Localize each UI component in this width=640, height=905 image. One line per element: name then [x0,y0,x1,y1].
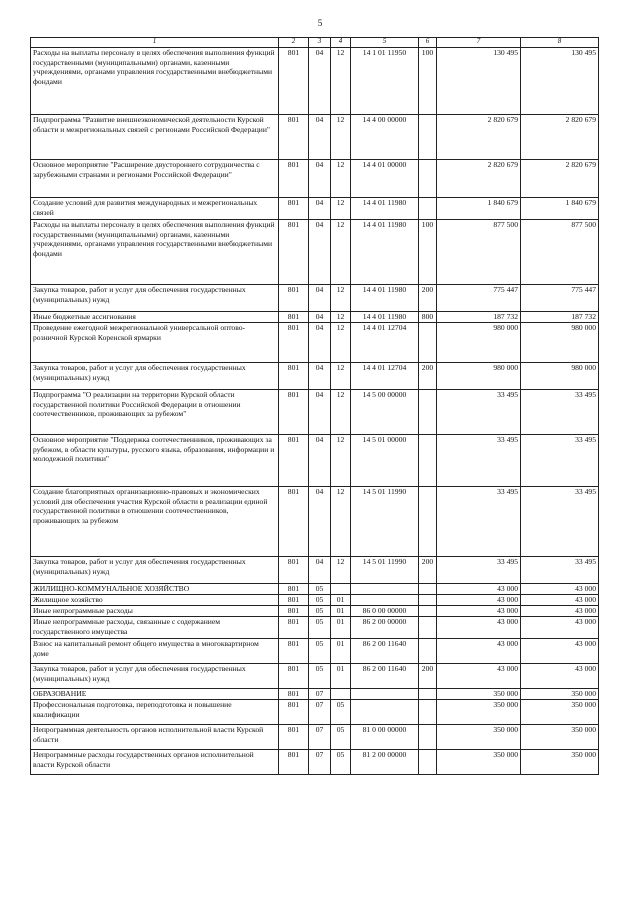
subsection-code-cell: 12 [331,312,351,323]
section-code-cell: 04 [309,390,331,435]
target-article-cell: 14 1 01 11950 [351,48,419,115]
grbs-code-cell: 801 [279,363,309,390]
target-article-cell: 86 2 00 11640 [351,664,419,689]
target-article-cell: 14 4 01 11980 [351,198,419,220]
amount-year1-cell: 1 840 679 [437,198,521,220]
amount-year2-cell: 350 000 [521,700,599,725]
subsection-code-cell: 12 [331,115,351,160]
page-number: 5 [317,18,323,28]
row-name-cell: Закупка товаров, работ и услуг для обеспечения государственных (муниципальных) нужд [31,363,279,390]
amount-year2-cell: 775 447 [521,285,599,312]
grbs-code-cell: 801 [279,595,309,606]
section-code-cell: 04 [309,363,331,390]
table-row [31,390,599,435]
column-header: 2 [279,38,309,48]
subsection-code-cell: 12 [331,557,351,584]
table-row [31,160,599,198]
section-code-cell: 04 [309,323,331,363]
target-article-cell: 14 4 01 11980 [351,312,419,323]
expense-type-cell: 800 [419,312,437,323]
subsection-code-cell [331,689,351,700]
table-row [31,220,599,285]
target-article-cell: 14 5 01 11990 [351,557,419,584]
grbs-code-cell: 801 [279,725,309,750]
amount-year1-cell: 33 495 [437,557,521,584]
subsection-code-cell: 05 [331,750,351,775]
grbs-code-cell: 801 [279,198,309,220]
section-code-cell: 04 [309,487,331,557]
amount-year1-cell: 43 000 [437,606,521,617]
amount-year1-cell: 43 000 [437,664,521,689]
expense-type-cell [419,725,437,750]
target-article-cell [351,700,419,725]
amount-year2-cell: 130 495 [521,48,599,115]
table-row [31,323,599,363]
target-article-cell: 14 5 01 00000 [351,435,419,487]
amount-year1-cell: 43 000 [437,617,521,639]
grbs-code-cell: 801 [279,48,309,115]
amount-year1-cell: 350 000 [437,750,521,775]
subsection-code-cell: 12 [331,198,351,220]
target-article-cell: 86 2 00 11640 [351,639,419,664]
section-code-cell: 07 [309,700,331,725]
table-row [31,435,599,487]
expense-type-cell [419,689,437,700]
expense-type-cell [419,160,437,198]
column-header: 5 [351,38,419,48]
expense-type-cell [419,390,437,435]
row-name-cell: Взнос на капитальный ремонт общего имущества в многоквартирном доме [31,639,279,664]
amount-year1-cell: 130 495 [437,48,521,115]
expense-type-cell [419,584,437,595]
row-name-cell: Профессиональная подготовка, переподготовка и повышение квалификации [31,700,279,725]
table-row [31,639,599,664]
expense-type-cell: 200 [419,557,437,584]
row-name-cell: Непрограммные расходы государственных органов исполнительной власти Курской области [31,750,279,775]
subsection-code-cell: 12 [331,363,351,390]
table-row [31,700,599,725]
target-article-cell: 14 4 01 00000 [351,160,419,198]
amount-year2-cell: 187 732 [521,312,599,323]
table-row [31,285,599,312]
expense-type-cell: 200 [419,664,437,689]
row-name-cell: Подпрограмма "Развитие внешнеэкономической деятельности Курской области и межрегиональных связей с регионами Российской Федерации" [31,115,279,160]
grbs-code-cell: 801 [279,700,309,725]
section-code-cell: 05 [309,639,331,664]
table-row [31,487,599,557]
grbs-code-cell: 801 [279,115,309,160]
grbs-code-cell: 801 [279,664,309,689]
grbs-code-cell: 801 [279,390,309,435]
amount-year2-cell: 43 000 [521,584,599,595]
column-header: 6 [419,38,437,48]
subsection-code-cell: 01 [331,617,351,639]
target-article-cell: 14 5 01 11990 [351,487,419,557]
expense-type-cell [419,198,437,220]
column-header: 1 [31,38,279,48]
row-name-cell: Создание условий для развития международных и межрегиональных связей [31,198,279,220]
subsection-code-cell [331,584,351,595]
table-row [31,617,599,639]
subsection-code-cell: 01 [331,664,351,689]
amount-year1-cell: 43 000 [437,595,521,606]
amount-year1-cell: 775 447 [437,285,521,312]
amount-year1-cell: 877 500 [437,220,521,285]
section-code-cell: 07 [309,689,331,700]
subsection-code-cell: 01 [331,595,351,606]
expense-type-cell: 200 [419,285,437,312]
amount-year2-cell: 43 000 [521,595,599,606]
amount-year2-cell: 2 820 679 [521,160,599,198]
amount-year2-cell: 43 000 [521,606,599,617]
row-name-cell: Жилищное хозяйство [31,595,279,606]
table-row [31,595,599,606]
grbs-code-cell: 801 [279,435,309,487]
amount-year1-cell: 980 000 [437,363,521,390]
expense-type-cell [419,487,437,557]
grbs-code-cell: 801 [279,220,309,285]
grbs-code-cell: 801 [279,323,309,363]
amount-year2-cell: 877 500 [521,220,599,285]
expense-type-cell [419,617,437,639]
amount-year2-cell: 2 820 679 [521,115,599,160]
amount-year2-cell: 43 000 [521,639,599,664]
grbs-code-cell: 801 [279,312,309,323]
row-name-cell: Иные непрограммные расходы, связанные с содержанием государственного имущества [31,617,279,639]
subsection-code-cell: 05 [331,700,351,725]
grbs-code-cell: 801 [279,639,309,664]
expense-type-cell: 100 [419,48,437,115]
subsection-code-cell: 05 [331,725,351,750]
section-code-cell: 04 [309,48,331,115]
target-article-cell: 14 4 00 00000 [351,115,419,160]
amount-year2-cell: 33 495 [521,390,599,435]
amount-year2-cell: 43 000 [521,617,599,639]
row-name-cell: Расходы на выплаты персоналу в целях обеспечения выполнения функций государственными (муниципальными) органами, казенными учреждениями, органами управления государственными внебюджетными фондами [31,48,279,115]
section-code-cell: 04 [309,115,331,160]
row-name-cell: Проведение ежегодной межрегиональной универсальной оптово-розничной Курской Коренской ярмарки [31,323,279,363]
amount-year1-cell: 33 495 [437,487,521,557]
table-row [31,557,599,584]
amount-year2-cell: 980 000 [521,363,599,390]
target-article-cell: 81 2 00 00000 [351,750,419,775]
grbs-code-cell: 801 [279,160,309,198]
subsection-code-cell: 12 [331,48,351,115]
row-name-cell: Создание благоприятных организационно-правовых и экономических условий для обеспечения участия Курской области в реализации единой государственной политики в отношении соотечественников, проживающих за рубежом [31,487,279,557]
expense-type-cell [419,700,437,725]
row-name-cell: Расходы на выплаты персоналу в целях обеспечения выполнения функций государственными (муниципальными) органами, казенными учреждениями, органами управления государственными внебюджетными фондами [31,220,279,285]
row-name-cell: ЖИЛИЩНО-КОММУНАЛЬНОЕ ХОЗЯЙСТВО [31,584,279,595]
grbs-code-cell: 801 [279,750,309,775]
column-number-row [31,38,599,48]
row-name-cell: Основное мероприятие "Поддержка соотечественников, проживающих за рубежом, в области культуры, русского языка, образования, информации и молодежной политики" [31,435,279,487]
subsection-code-cell: 12 [331,220,351,285]
section-code-cell: 04 [309,557,331,584]
subsection-code-cell: 01 [331,606,351,617]
table-row [31,115,599,160]
section-code-cell: 05 [309,584,331,595]
table-row [31,664,599,689]
target-article-cell: 86 0 00 00000 [351,606,419,617]
section-code-cell: 07 [309,750,331,775]
amount-year2-cell: 1 840 679 [521,198,599,220]
column-header: 3 [309,38,331,48]
amount-year1-cell: 350 000 [437,725,521,750]
amount-year2-cell: 350 000 [521,750,599,775]
target-article-cell: 14 4 01 12704 [351,323,419,363]
subsection-code-cell: 01 [331,639,351,664]
grbs-code-cell: 801 [279,487,309,557]
row-name-cell: Подпрограмма "О реализации на территории Курской области государственной политики Российской Федерации в отношении соотечественников, проживающих за рубежом" [31,390,279,435]
amount-year2-cell: 350 000 [521,689,599,700]
section-code-cell: 04 [309,435,331,487]
column-header: 4 [331,38,351,48]
subsection-code-cell: 12 [331,487,351,557]
amount-year1-cell: 33 495 [437,390,521,435]
amount-year1-cell: 350 000 [437,689,521,700]
row-name-cell: Основное мероприятие "Расширение двустороннего сотрудничества с зарубежными странами и регионами Российской Федерации" [31,160,279,198]
target-article-cell: 14 4 01 11980 [351,285,419,312]
section-code-cell: 05 [309,664,331,689]
section-code-cell: 04 [309,220,331,285]
target-article-cell: 14 5 00 00000 [351,390,419,435]
grbs-code-cell: 801 [279,617,309,639]
table-row [31,606,599,617]
grbs-code-cell: 801 [279,689,309,700]
amount-year1-cell: 33 495 [437,435,521,487]
table-row [31,363,599,390]
table-row [31,584,599,595]
grbs-code-cell: 801 [279,584,309,595]
amount-year2-cell: 33 495 [521,557,599,584]
subsection-code-cell: 12 [331,435,351,487]
target-article-cell: 14 4 01 12704 [351,363,419,390]
table-row [31,198,599,220]
target-article-cell: 81 0 00 00000 [351,725,419,750]
row-name-cell: ОБРАЗОВАНИЕ [31,689,279,700]
grbs-code-cell: 801 [279,606,309,617]
expense-type-cell: 100 [419,220,437,285]
amount-year1-cell: 43 000 [437,639,521,664]
row-name-cell: Иные бюджетные ассигнования [31,312,279,323]
expense-type-cell [419,115,437,160]
expense-type-cell [419,639,437,664]
section-code-cell: 05 [309,617,331,639]
amount-year1-cell: 980 000 [437,323,521,363]
row-name-cell: Закупка товаров, работ и услуг для обеспечения государственных (муниципальных) нужд [31,664,279,689]
expense-type-cell [419,750,437,775]
row-name-cell: Закупка товаров, работ и услуг для обеспечения государственных (муниципальных) нужд [31,557,279,584]
expense-type-cell [419,435,437,487]
section-code-cell: 04 [309,285,331,312]
amount-year2-cell: 980 000 [521,323,599,363]
target-article-cell: 86 2 00 00000 [351,617,419,639]
amount-year1-cell: 2 820 679 [437,160,521,198]
expense-type-cell [419,606,437,617]
target-article-cell [351,584,419,595]
amount-year2-cell: 350 000 [521,725,599,750]
section-code-cell: 07 [309,725,331,750]
subsection-code-cell: 12 [331,390,351,435]
amount-year2-cell: 33 495 [521,435,599,487]
amount-year2-cell: 33 495 [521,487,599,557]
expense-type-cell: 200 [419,363,437,390]
row-name-cell: Непрограммная деятельность органов исполнительной власти Курской области [31,725,279,750]
subsection-code-cell: 12 [331,285,351,312]
grbs-code-cell: 801 [279,557,309,584]
subsection-code-cell: 12 [331,323,351,363]
section-code-cell: 05 [309,606,331,617]
column-header: 7 [437,38,521,48]
table-row [31,725,599,750]
section-code-cell: 05 [309,595,331,606]
expense-type-cell [419,595,437,606]
table-row [31,48,599,115]
expense-type-cell [419,323,437,363]
section-code-cell: 04 [309,160,331,198]
amount-year1-cell: 2 820 679 [437,115,521,160]
amount-year1-cell: 43 000 [437,584,521,595]
grbs-code-cell: 801 [279,285,309,312]
section-code-cell: 04 [309,198,331,220]
amount-year1-cell: 350 000 [437,700,521,725]
target-article-cell: 14 4 01 11980 [351,220,419,285]
amount-year2-cell: 43 000 [521,664,599,689]
table-row [31,689,599,700]
budget-table [30,37,599,775]
column-header: 8 [521,38,599,48]
subsection-code-cell: 12 [331,160,351,198]
target-article-cell [351,595,419,606]
section-code-cell: 04 [309,312,331,323]
amount-year1-cell: 187 732 [437,312,521,323]
row-name-cell: Иные непрограммные расходы [31,606,279,617]
row-name-cell: Закупка товаров, работ и услуг для обеспечения государственных (муниципальных) нужд [31,285,279,312]
table-row [31,312,599,323]
target-article-cell [351,689,419,700]
table-row [31,750,599,775]
